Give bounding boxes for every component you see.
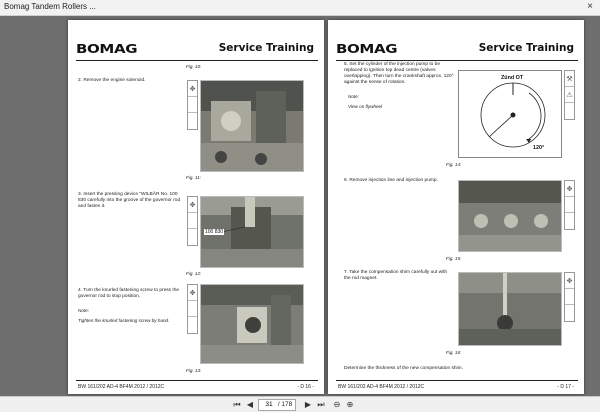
fig-caption: Fig. 10:: [186, 64, 202, 69]
injection-pump-photo: [458, 180, 562, 252]
blank-icon: [188, 113, 197, 129]
bomag-logo: BOMAG: [336, 42, 398, 56]
pressing-device-photo: [200, 196, 304, 268]
crosshair-icon: ✥: [565, 181, 574, 197]
compensation-shim-photo: [458, 272, 562, 346]
footer-page-number: - D 17 -: [557, 384, 574, 390]
engine-photo: [200, 80, 304, 172]
bomag-logo: BOMAG: [76, 42, 138, 56]
blank-icon: [565, 289, 574, 305]
header-title: Service Training: [218, 42, 314, 54]
last-page-icon[interactable]: ⏭: [317, 400, 325, 409]
blank-icon: [565, 213, 574, 229]
navigation-toolbar: [0, 396, 600, 412]
first-page-icon[interactable]: ⏮: [233, 400, 241, 409]
diagram-label: Zünd OT: [501, 75, 524, 81]
side-icons: [187, 196, 198, 246]
step-text: 6. Remove injection line and injection pump.: [344, 178, 438, 183]
zoom-in-icon[interactable]: ⊕: [346, 400, 354, 409]
injection-pump-image: [459, 181, 562, 252]
fig-caption: Fig. 14:: [446, 162, 462, 167]
blank-icon: [565, 197, 574, 213]
step-text: 3. Insert the pressing device "WILBÄR No. 100 830 carefully into the groove of the governor rod and fasten it.: [78, 192, 181, 209]
callout-label: 100 830: [205, 229, 224, 235]
crosshair-icon: ✥: [188, 197, 197, 213]
step-text: 7. Take the compensation shim carefully out with the rod magnet.: [344, 270, 448, 281]
note-text: Tighten the knurled fastening screw by hand.: [78, 318, 170, 323]
step-text: 5. Set the cylinder of the injection pump to be replaced to ignition top dead centre (valves overlapping). Then turn the crankshaft approx. 120° against the sense of rotation.: [344, 62, 454, 85]
engine-photo-image: [201, 81, 304, 172]
window-title: Bomag Tandem Rollers ...: [4, 2, 96, 11]
flywheel-diagram-svg: [459, 71, 562, 158]
title-bar: [0, 0, 600, 16]
step-text: Determine the thickness of the new compensation shim.: [344, 366, 463, 371]
note-label: Note:: [78, 308, 89, 313]
fig-caption: Fig. 13:: [186, 368, 202, 373]
blank-icon: [565, 305, 574, 321]
tool-icon: ⚒: [565, 71, 574, 87]
document-viewer[interactable]: [0, 16, 600, 396]
side-icons: [564, 272, 575, 322]
blank-icon: [188, 301, 197, 317]
blank-icon: [565, 103, 574, 119]
step-text: 2. Remove the engine solenoid.: [78, 78, 146, 83]
knurled-screw-image: [201, 285, 304, 364]
diagram-angle: 120°: [533, 145, 545, 151]
fig-caption: Fig. 16:: [446, 350, 462, 355]
next-page-icon[interactable]: ▶: [304, 400, 312, 409]
blank-icon: [188, 213, 197, 229]
page-total: / 178: [277, 401, 293, 408]
close-icon[interactable]: ×: [587, 1, 593, 12]
compensation-shim-image: [459, 273, 562, 346]
footer-rule: [76, 380, 318, 381]
header-rule: [336, 60, 578, 61]
step-text: 4. Turn the knurled fastening screw to press the governor rod to stop position.: [78, 288, 180, 299]
side-icons: [564, 70, 575, 120]
blank-icon: [188, 229, 197, 245]
page-number-input[interactable]: [262, 400, 276, 409]
fig-caption: Fig. 11:: [186, 175, 201, 180]
header-rule: [76, 60, 318, 61]
crosshair-icon: ✥: [188, 285, 197, 301]
crosshair-icon: ✥: [565, 273, 574, 289]
warning-icon: ⚠: [565, 87, 574, 103]
footer-page-number: - D 16 -: [297, 384, 314, 390]
page-left: [68, 20, 324, 394]
note-text: View on flywheel: [348, 104, 383, 109]
side-icons: [187, 80, 198, 130]
blank-icon: [188, 317, 197, 333]
crosshair-icon: ✥: [188, 81, 197, 97]
header-title: Service Training: [478, 42, 574, 54]
fig-caption: Fig. 12:: [186, 271, 202, 276]
footer-left: BW 161/202 AD-4 BF4M 2012 / 2012C: [338, 384, 425, 390]
note-label: Note:: [348, 94, 359, 99]
knurled-screw-photo: [200, 284, 304, 364]
side-icons: [187, 284, 198, 334]
footer-left: BW 161/202 AD-4 BF4M 2012 / 2012C: [78, 384, 165, 390]
blank-icon: [188, 97, 197, 113]
prev-page-icon[interactable]: ◀: [246, 400, 254, 409]
footer-rule: [336, 380, 578, 381]
side-icons: [564, 180, 575, 230]
page-indicator: [258, 399, 296, 411]
flywheel-diagram: [458, 70, 562, 158]
fig-caption: Fig. 15:: [446, 256, 462, 261]
page-right: [328, 20, 584, 394]
zoom-out-icon[interactable]: ⊖: [333, 400, 341, 409]
